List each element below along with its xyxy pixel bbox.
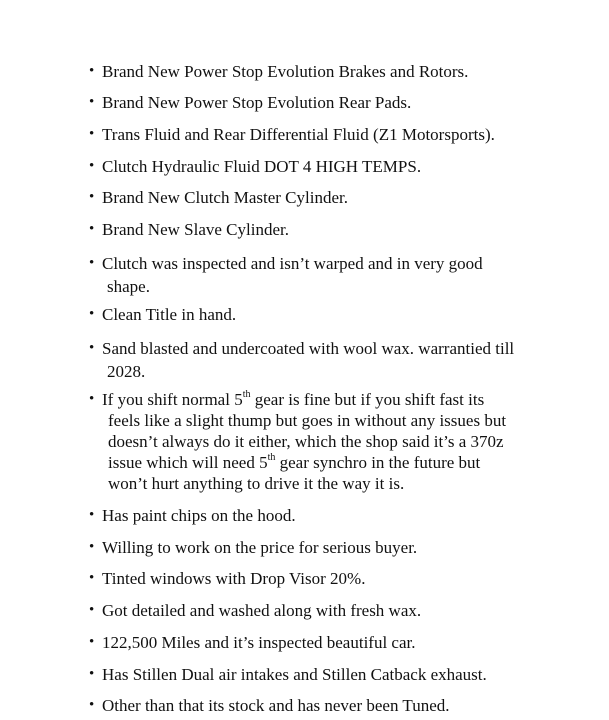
list-item-line: Clutch was inspected and isn’t warped and in very good [102,254,483,273]
list-item-text: Has paint chips on the hood. [102,506,296,525]
list-item-text: Has Stillen Dual air intakes and Stillen Catback exhaust. [102,665,487,684]
list-item-line: doesn’t always do it either, which the shop said it’s a 370z [108,432,504,451]
list-item [89,92,559,113]
list-item-text: Clean Title in hand. [102,305,237,324]
bullet-icon: • [89,255,95,271]
line-text: gear synchro in the future but [275,453,481,472]
list-item-text: Brand New Power Stop Evolution Rear Pads. [102,93,412,112]
line-text: gear is fine but if you shift fast its [250,390,485,409]
list-item-text: Trans Fluid and Rear Differential Fluid (Z1 Motorsports). [102,125,495,144]
list-item-line [102,389,559,410]
bullet-icon: • [89,697,95,713]
list-item-text: Willing to work on the price for serious buyer. [102,538,418,557]
bullet-icon: • [89,634,95,650]
list-item-text: Brand New Power Stop Evolution Brakes and Rotors. [102,62,469,81]
list-item [89,219,559,240]
list-item [89,156,559,177]
ordinal-suffix: th [267,452,276,464]
list-item [89,61,559,82]
list-item [89,252,559,298]
list-item [89,124,559,145]
list-item-line: won’t hurt anything to drive it the way it is. [108,474,405,493]
list-item-line [102,452,559,473]
list-item [89,187,559,208]
list-item-text [102,252,559,298]
bullet-icon: • [89,602,95,618]
bullet-icon: • [89,306,95,322]
list-item [89,389,559,494]
list-item [89,600,559,621]
list-item-text [102,337,559,383]
line-text: If you shift normal 5 [102,390,243,409]
list-item-text: Tinted windows with Drop Visor 20%. [102,569,366,588]
list-item [89,695,559,716]
list-item-text: Brand New Slave Cylinder. [102,220,289,239]
bullet-icon: • [89,189,95,205]
list-item [89,505,559,526]
list-item-line: Sand blasted and undercoated with wool wax. warrantied till [102,339,515,358]
bullet-icon: • [89,221,95,237]
bullet-icon: • [89,63,95,79]
list-item-text: Clutch Hydraulic Fluid DOT 4 HIGH TEMPS. [102,157,422,176]
bullet-icon: • [89,94,95,110]
list-item [89,537,559,558]
list-item [89,337,559,383]
bullet-icon: • [89,126,95,142]
list-item [89,632,559,653]
bullet-icon: • [89,666,95,682]
bullet-icon: • [89,570,95,586]
line-text: issue which will need 5 [108,453,268,472]
list-item-text: Other than that its stock and has never been Tuned. [102,696,450,715]
list-item [89,664,559,685]
list-item-line: 2028. [107,362,146,381]
bullet-icon: • [89,158,95,174]
list-item-text: Got detailed and washed along with fresh wax. [102,601,422,620]
ordinal-suffix: th [242,389,251,401]
list-item [89,304,559,325]
list-item-text: Brand New Clutch Master Cylinder. [102,188,348,207]
list-item-text: 122,500 Miles and it’s inspected beautiful car. [102,633,416,652]
bullet-icon: • [89,507,95,523]
bullet-icon: • [89,340,95,356]
list-item-line: feels like a slight thump but goes in without any issues but [108,411,507,430]
list-item-text [102,389,559,494]
bullet-icon: • [89,391,95,407]
list-item [89,568,559,589]
bullet-icon: • [89,539,95,555]
list-item-line: shape. [107,277,150,296]
